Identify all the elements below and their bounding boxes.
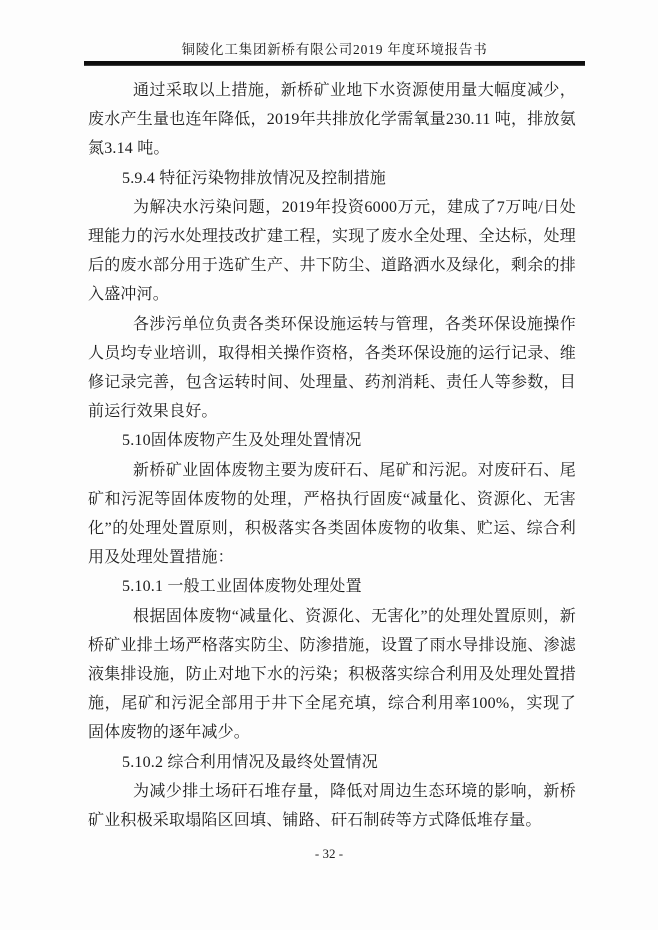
body-paragraph: 为减少排土场矸石堆存量，降低对周边生态环境的影响，新桥矿业积极采取塌陷区回填、铺路、矸石制砖等方式降低堆存量。 [88, 782, 576, 830]
section-heading: 5.10.2 综合利用情况及最终处置情况 [122, 753, 379, 771]
body-paragraph: 根据固体废物“减量化、资源化、无害化”的处理处置原则，新桥矿业排土场严格落实防尘、防渗措施，设置了雨水导排设施、渗滤液集排设施，防止对地下水的污染；积极落实综合利用及处理处置措施，尾矿和污泥全部用于井下全尾充填，综合利用率100%，实现了固体废物的逐年减少。 [88, 607, 576, 742]
body-paragraph: 新桥矿业固体废物主要为废矸石、尾矿和污泥。对废矸石、尾矿和污泥等固体废物的处理，严格执行固废“减量化、资源化、无害化”的处理处置原则，积极落实各类固体废物的收集、贮运、综合利用及处理处置措施： [88, 461, 576, 567]
page-number: - 32 - [314, 846, 344, 861]
page-header-title: 铜陵化工集团新桥有限公司2019 年度环境报告书 [181, 42, 488, 57]
section-heading: 5.10.1 一般工业固体废物处理处置 [122, 578, 362, 596]
body-paragraph: 通过采取以上措施，新桥矿业地下水资源使用量大幅度减少，废水产生量也连年降低，2019年共排放化学需氧量230.11 吨，排放氨氮3.14 吨。 [88, 82, 576, 158]
body-paragraph: 各涉污单位负责各类环保设施运转与管理，各类环保设施操作人员均专业培训，取得相关操作资格，各类环保设施的运行记录、维修记录完善，包含运转时间、处理量、药剂消耗、责任人等参数，目前运行效果良好。 [88, 315, 576, 421]
section-heading: 5.10固体废物产生及处理处置情况 [122, 432, 362, 450]
document-body [88, 76, 576, 835]
body-paragraph: 为解决水污染问题，2019年投资6000万元，建成了7万吨/日处理能力的污水处理技改扩建工程，实现了废水全处理、全达标，处理后的废水部分用于选矿生产、井下防尘、道路洒水及绿化，剩余的排入盛冲河。 [88, 198, 576, 304]
section-heading: 5.9.4 特征污染物排放情况及控制措施 [122, 169, 387, 187]
header-rule [84, 61, 585, 66]
